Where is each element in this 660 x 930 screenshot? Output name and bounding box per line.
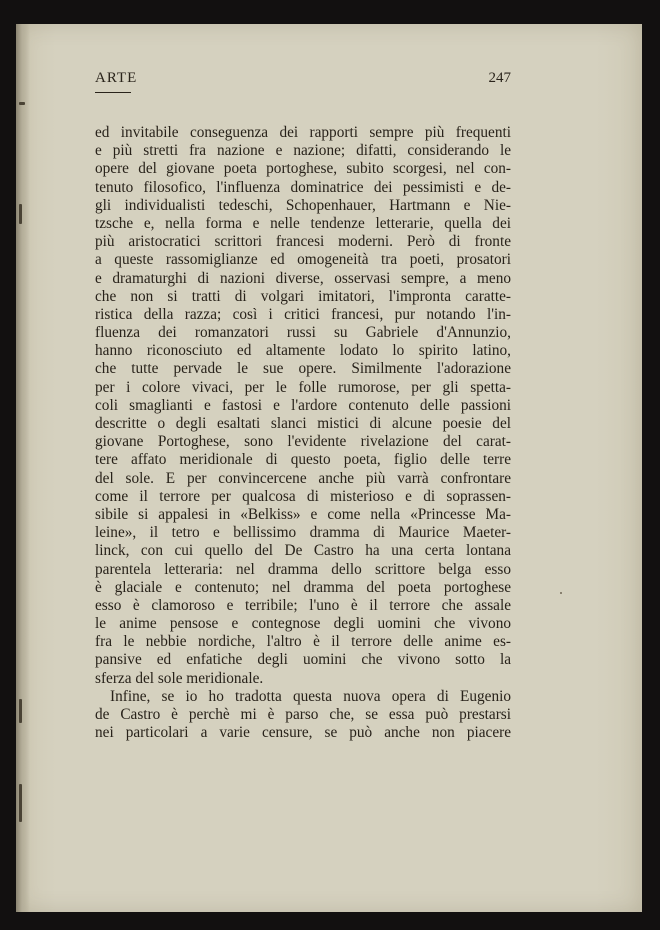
text-line: coli smaglianti e fastosi e l'ardore contenuto delle passioni xyxy=(95,396,511,414)
text-line: pansive ed enfatiche degli uomini che vivono sotto la xyxy=(95,651,511,669)
text-line: che tutte pervade le sue opere. Similmente l'adorazione xyxy=(95,360,511,378)
text-line: hanno riconosciuto ed altamente lodato lo spirito latino, xyxy=(95,342,511,360)
text-line: come il terrore per qualcosa di misterioso e di soprassen- xyxy=(95,487,511,505)
text-line: ristica della razza; così i critici francesi, pur notando l'in- xyxy=(95,305,511,323)
text-line: le anime pensose e contegnose degli uomini che vivono xyxy=(95,615,511,633)
text-line: descritte o degli esaltati slanci mistici di alcune poesie del xyxy=(95,415,511,432)
text-line: è glaciale e contenuto; nel dramma del poeta portoghese xyxy=(95,578,511,596)
text-line: e dramaturghi di nazioni diverse, osservasi sempre, a meno xyxy=(95,269,511,287)
text-line: nei particolari a varie censure, se può anche non piacere xyxy=(95,724,511,742)
gutter-mark xyxy=(19,102,25,105)
text-line: sferza del sole meridionale. xyxy=(95,669,264,687)
text-line: ed invitabile conseguenza dei rapporti sempre più frequenti xyxy=(95,124,511,141)
running-head-title: ARTE xyxy=(95,70,138,86)
text-line: leine», il tetro e bellissimo dramma di Maurice Maeter- xyxy=(95,524,511,542)
page-number: 247 xyxy=(488,70,511,86)
text-line: e più stretti fra nazione e nazione; difatti, considerando le xyxy=(95,142,511,160)
text-line: fra le nebbie nordiche, l'altro è il terrore delle anime es- xyxy=(95,633,511,651)
body-text xyxy=(95,124,511,742)
text-line: che non si tratti di volgari imitatori, l'impronta caratte- xyxy=(95,287,511,305)
gutter-mark xyxy=(19,204,22,224)
text-line: parentela letteraria: nel dramma dello scrittore belga esso xyxy=(95,560,511,578)
page-binding-edge xyxy=(16,24,30,912)
gutter-mark xyxy=(19,784,22,822)
text-line: linck, con cui quello del De Castro ha una certa lontana xyxy=(95,542,511,560)
text-line: tzsche e, nella forma e nelle tendenze letterarie, quella dei xyxy=(95,214,511,232)
text-line: del sole. E per convincercene anche più varrà confrontare xyxy=(95,469,511,487)
text-line: fluenza dei romanzatori russi su Gabriele d'Annunzio, xyxy=(95,324,511,342)
gutter-mark xyxy=(19,699,22,723)
text-line: per i colore vivaci, per le folle rumorose, per gli spetta- xyxy=(95,378,511,396)
paper-speck xyxy=(560,592,562,594)
text-line: sibile si appalesi in «Belkiss» e come nella «Princesse Ma- xyxy=(95,505,511,523)
text-line: opere del giovane poeta portoghese, subito scorgesi, nel con- xyxy=(95,160,511,178)
text-line: a queste rassomiglianze ed omogeneità tra poeti, prosatori xyxy=(95,251,511,269)
running-head-underline xyxy=(95,92,131,93)
text-line: più aristocratici scrittori francesi moderni. Però di fronte xyxy=(95,233,511,251)
text-line: Infine, se io ho tradotta questa nuova opera di Eugenio xyxy=(110,687,511,705)
text-line: gli individualisti tedeschi, Schopenhauer, Hartmann e Nie- xyxy=(95,196,511,214)
running-head xyxy=(95,70,511,92)
text-line: esso è clamoroso e terribile; l'uno è il terrore che assale xyxy=(95,596,511,614)
text-line: tenuto filosofico, l'influenza dominatrice dei pessimisti e de- xyxy=(95,178,511,196)
text-line: giovane Portoghese, sono l'evidente rivelazione del carat- xyxy=(95,433,511,451)
text-line: de Castro è perchè mi è parso che, se essa può prestarsi xyxy=(95,706,511,723)
text-line: tere affato meridionale di questo poeta, figlio delle terre xyxy=(95,451,511,469)
